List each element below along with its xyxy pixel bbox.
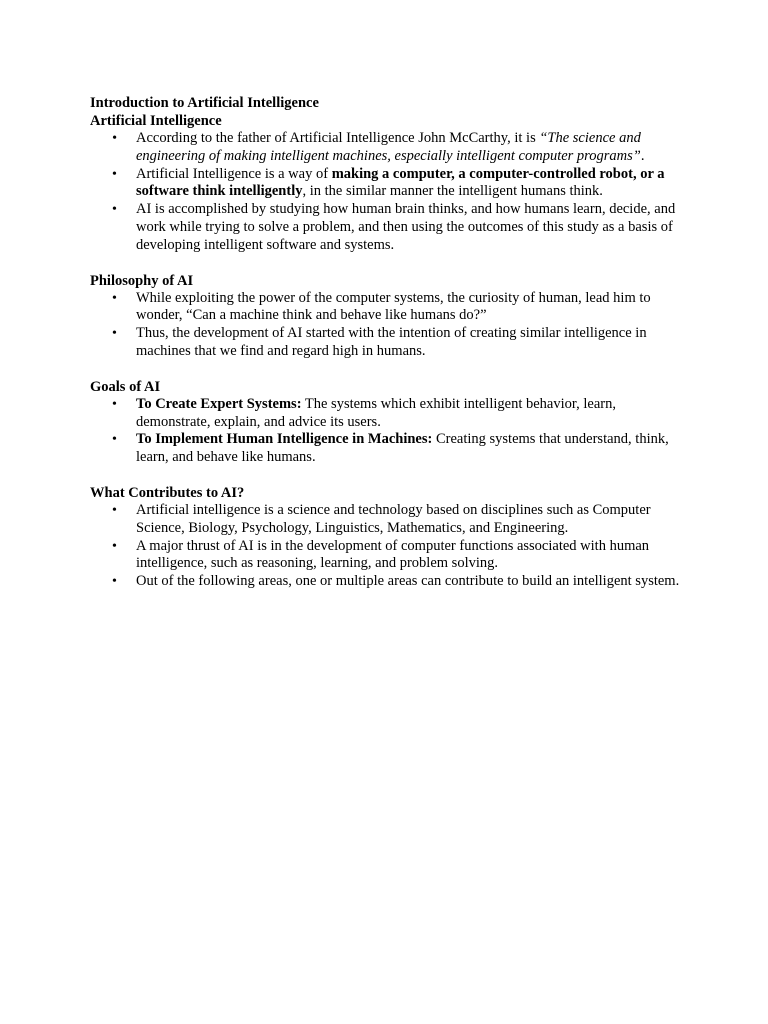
list-item — [90, 396, 680, 432]
list-item — [90, 166, 680, 202]
list-item-bold-text: To Create Expert Systems: — [136, 395, 302, 412]
list-item-text: A major thrust of AI is in the development of computer functions associated with human intelligence, such as reasoning, learning, and problem solving. — [136, 537, 650, 572]
bullet-icon: • — [112, 502, 117, 518]
list-item-text: Out of the following areas, one or multiple areas can contribute to build an intelligent system. — [136, 573, 680, 590]
list-item — [90, 201, 680, 254]
list-item — [90, 573, 680, 591]
list-item — [90, 325, 680, 361]
section-heading-goals: Goals of AI — [90, 378, 161, 395]
list-item-text: Thus, the development of AI started with the intention of creating similar intelligence in machines that we find and regard high in humans. — [136, 325, 647, 359]
bullet-icon: • — [112, 202, 117, 218]
list-item-text: Artificial intelligence is a science and technology based on disciplines such as Computer Science, Biology, Psychology, Linguistics, Mathematics, and Engineering. — [136, 501, 651, 536]
list-item — [90, 502, 680, 538]
bullet-list-artificial-intelligence — [90, 130, 680, 255]
document-title: Introduction to Artificial Intelligence — [90, 95, 319, 111]
mccarthy-quote: “The science and engineering of making intelligent machines, especially intelligent computer programs” — [136, 130, 641, 164]
section-heading-contributes: What Contributes to AI? — [90, 484, 245, 501]
list-item-bold-text: To Implement Human Intelligence in Machines: — [136, 431, 433, 448]
list-item-text: According to the father of Artificial Intelligence John McCarthy, it is — [136, 130, 540, 146]
bullet-list-contributes — [90, 502, 680, 591]
bullet-icon: • — [112, 574, 117, 590]
list-item — [90, 431, 680, 467]
list-item-text: Creating systems that understand, think, learn, and behave like humans. — [136, 431, 669, 466]
list-item-text-end: , in the similar manner the intelligent humans think. — [302, 183, 603, 200]
list-item-text-end: . — [640, 147, 645, 164]
list-item — [90, 290, 680, 326]
bullet-icon: • — [112, 326, 117, 342]
bullet-list-goals — [90, 396, 680, 467]
list-item-text: AI is accomplished by studying how human brain thinks, and how humans learn, decide, and work while trying to solve a problem, and then using the outcomes of this study as a basis of developing intelligent software and systems. — [136, 201, 676, 253]
bullet-icon: • — [112, 290, 117, 306]
bullet-icon: • — [112, 538, 117, 554]
list-item — [90, 130, 680, 166]
bullet-icon: • — [112, 166, 117, 182]
list-item-text: While exploiting the power of the computer systems, the curiosity of human, lead him to wonder, “Can a machine think and behave like humans do?” — [136, 289, 651, 324]
list-item-text: The systems which exhibit intelligent behavior, learn, demonstrate, explain, and advice its users. — [136, 395, 616, 430]
bullet-icon: • — [112, 432, 117, 448]
bullet-list-philosophy — [90, 290, 680, 361]
list-item-text: Artificial Intelligence is a way of — [136, 165, 332, 182]
list-item-bold-text: making a computer, a computer-controlled robot, or a software think intelligently — [136, 165, 665, 200]
bullet-icon: • — [112, 396, 117, 412]
section-heading-artificial-intelligence: Artificial Intelligence — [90, 113, 222, 129]
bullet-icon: • — [112, 131, 117, 146]
list-item — [90, 538, 680, 574]
section-heading-philosophy: Philosophy of AI — [90, 272, 194, 289]
